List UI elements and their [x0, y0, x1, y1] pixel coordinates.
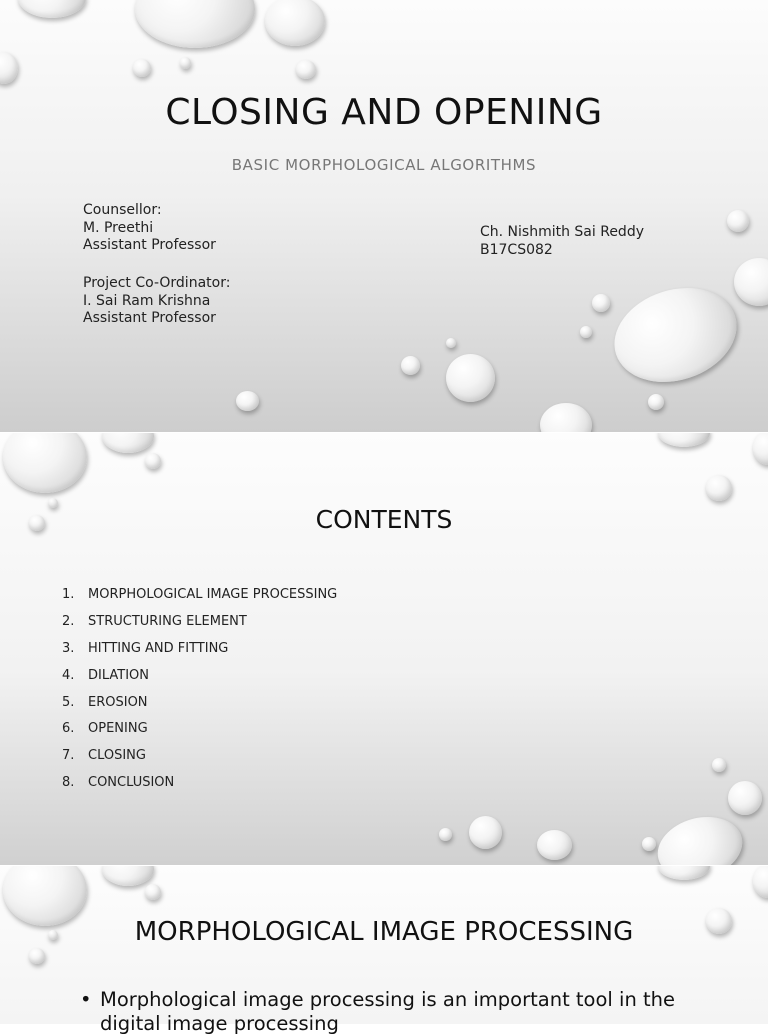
- water-drop: [734, 258, 768, 306]
- water-drop: [540, 403, 592, 432]
- list-item-label: CONCLUSION: [88, 775, 175, 791]
- list-item: [62, 748, 337, 775]
- list-item-number: 3.: [62, 640, 75, 656]
- bullet-text: Morphological image processing is an important tool in the digital image processing: [100, 988, 676, 1035]
- list-item-number: 6.: [62, 721, 75, 737]
- bullet-point: [80, 988, 740, 1036]
- water-drop: [102, 866, 154, 886]
- water-drop: [446, 338, 456, 348]
- water-drop: [648, 394, 664, 410]
- counsellor-name: M. Preethi: [83, 219, 154, 236]
- water-drop: [446, 354, 495, 402]
- bullet-marker: •: [80, 988, 92, 1011]
- student-id: B17CS082: [480, 241, 553, 258]
- water-drop: [265, 0, 325, 46]
- list-item-number: 8.: [62, 775, 75, 791]
- counsellor-label: Counsellor:: [83, 202, 162, 218]
- water-drop: [651, 808, 750, 865]
- slide-title: CLOSING AND OPENING: [165, 92, 603, 133]
- list-item: [62, 721, 337, 748]
- water-drop: [401, 356, 420, 375]
- student-name: Ch. Nishmith Sai Reddy: [480, 224, 644, 240]
- title-slide: [0, 0, 768, 432]
- list-item-number: 2.: [62, 613, 75, 629]
- list-item-number: 4.: [62, 667, 75, 683]
- water-drop: [3, 433, 87, 493]
- contents-list: [62, 587, 337, 802]
- list-item: [62, 668, 337, 695]
- coordinator-role: Assistant Professor: [83, 310, 216, 326]
- list-item-number: 7.: [62, 748, 75, 764]
- water-drop: [18, 0, 86, 18]
- water-drop: [728, 781, 762, 815]
- list-item: [62, 641, 337, 668]
- list-item-label: STRUCTURING ELEMENT: [88, 613, 247, 629]
- water-drop: [602, 273, 749, 397]
- counsellor-role: Assistant Professor: [83, 237, 216, 253]
- water-drop: [706, 475, 732, 501]
- water-drop: [537, 830, 572, 860]
- water-drop: [439, 828, 452, 841]
- slide-subtitle: BASIC MORPHOLOGICAL ALGORITHMS: [231, 156, 537, 174]
- water-drop: [0, 52, 18, 84]
- water-drop: [145, 453, 161, 469]
- water-drop: [642, 837, 656, 851]
- water-drop: [469, 816, 502, 849]
- list-item-label: EROSION: [88, 694, 148, 710]
- list-item-label: OPENING: [88, 721, 148, 737]
- list-item-label: MORPHOLOGICAL IMAGE PROCESSING: [88, 587, 338, 602]
- list-item-label: DILATION: [88, 667, 150, 683]
- water-drop: [145, 884, 161, 900]
- list-item: [62, 614, 337, 641]
- list-item: [62, 695, 337, 722]
- water-drop: [102, 433, 154, 453]
- list-item-label: CLOSING: [88, 748, 146, 764]
- slide-title: CONTENTS: [315, 505, 453, 534]
- list-item-number: 1.: [62, 587, 75, 602]
- water-drop: [580, 326, 592, 338]
- water-drop: [133, 59, 151, 77]
- student-block: [480, 224, 644, 259]
- coordinator-block: [83, 275, 230, 328]
- water-drop: [592, 294, 610, 312]
- water-drop: [753, 433, 768, 465]
- water-drop: [658, 866, 710, 880]
- coordinator-name: I. Sai Ram Krishna: [83, 292, 211, 309]
- water-drop: [29, 948, 45, 964]
- coordinator-label: Project Co-Ordinator:: [83, 275, 231, 291]
- water-drop: [727, 210, 749, 232]
- water-drop: [658, 433, 710, 447]
- water-drop: [180, 57, 191, 69]
- water-drop: [236, 391, 259, 411]
- water-drop: [712, 758, 726, 772]
- list-item-number: 5.: [62, 694, 75, 710]
- water-drop: [296, 60, 316, 79]
- water-drop: [753, 866, 768, 898]
- water-drop: [135, 0, 255, 48]
- slide-title: MORPHOLOGICAL IMAGE PROCESSING: [134, 917, 634, 947]
- list-item: [62, 775, 337, 802]
- list-item-label: HITTING AND FITTING: [88, 640, 229, 656]
- list-item: [62, 587, 337, 614]
- counsellor-block: [83, 202, 216, 255]
